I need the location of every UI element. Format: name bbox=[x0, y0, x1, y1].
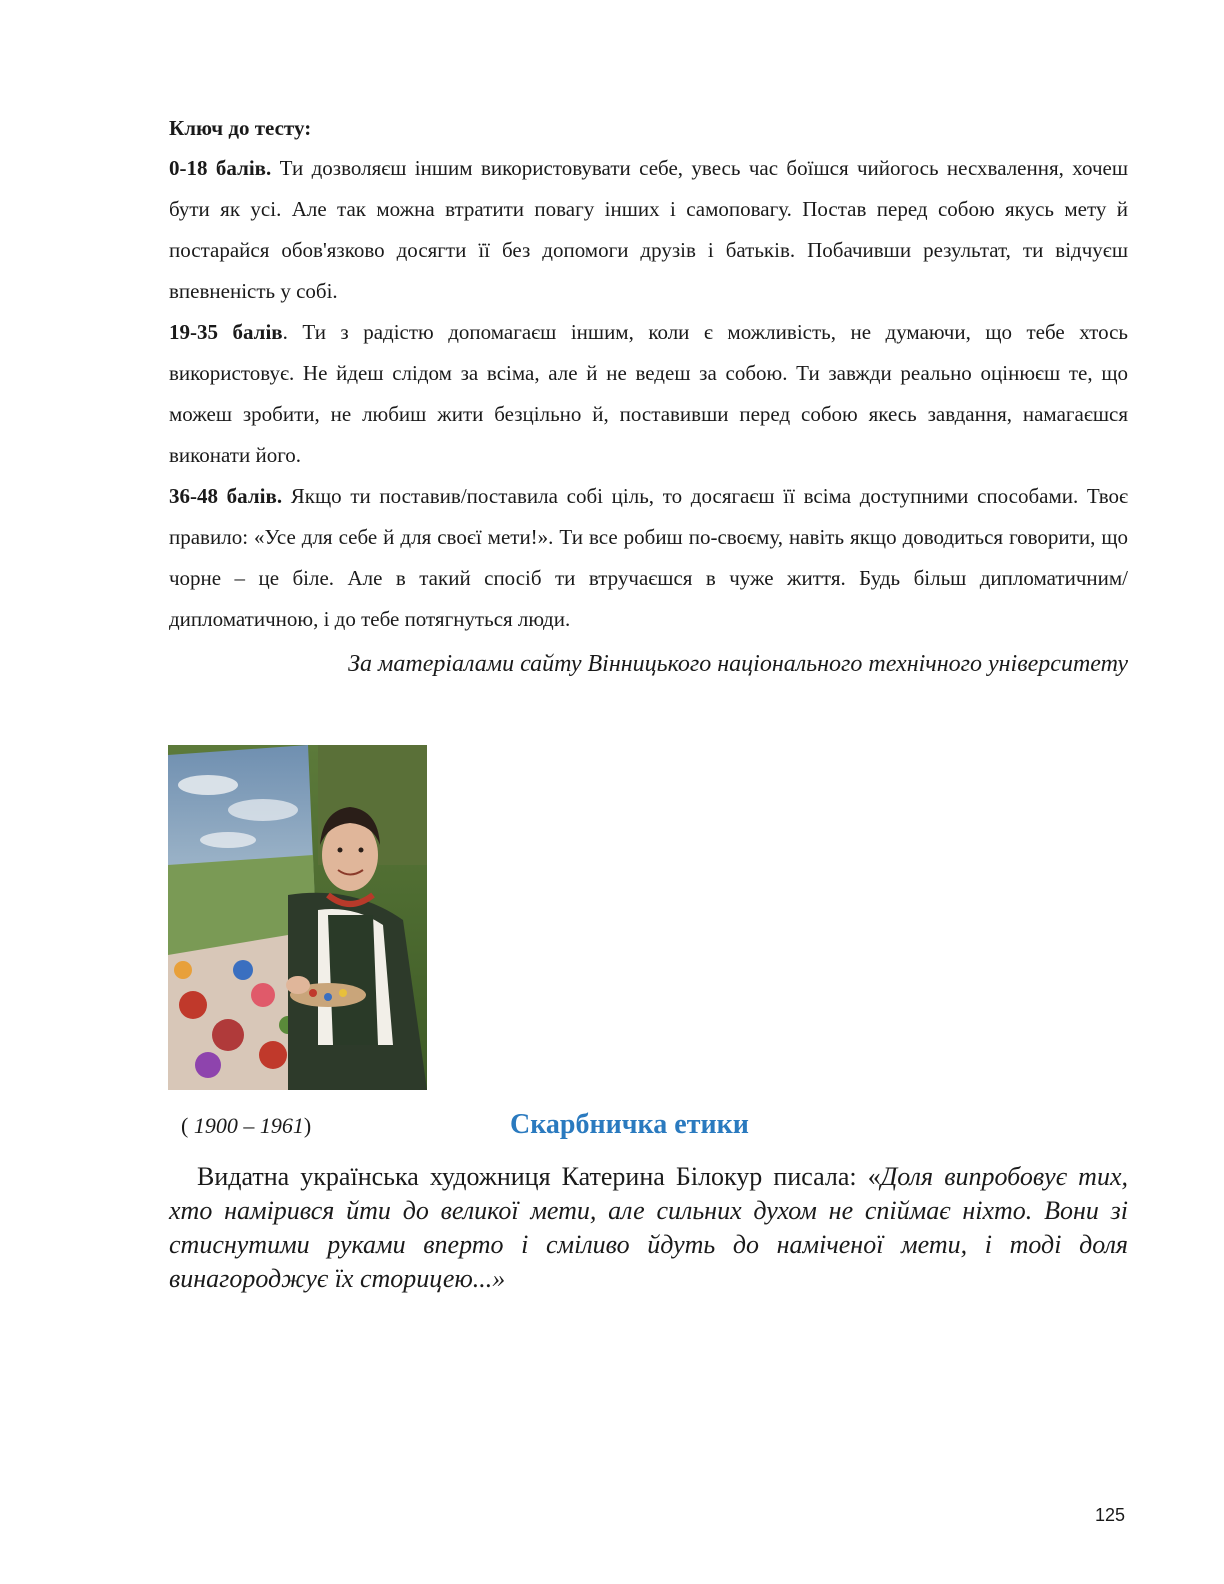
quote-text: Доля випробовує тих, хто намірився йти до великої мети, але сильних духом не спіймає ніхто. Вони зі стиснутими руками вперто і сміливо йдуть до наміченої мети, і тоді доля винагороджує їх сторицею...» bbox=[169, 1162, 1128, 1293]
key-range: 36-48 балів. bbox=[169, 484, 283, 508]
test-key-section bbox=[169, 112, 1128, 682]
years-open: ( bbox=[181, 1113, 194, 1138]
key-description: Ти дозволяєш іншим використовувати себе, увесь час боїшся чийогось несхвалення, хочеш бути як усі. Але так можна втратити повагу інших і самоповагу. Постав перед собою якусь мету й постарайся обов'язково досягти її без допомоги друзів і батьків. Побачивши результат, ти відчуєш впевненість у собі. bbox=[169, 156, 1128, 303]
quote-intro: Видатна українська художниця Катерина Білокур писала: « bbox=[197, 1162, 881, 1191]
key-description: . Ти з радістю допомагаєш іншим, коли є можливість, не думаючи, що тебе хтось використовує. Не йдеш слідом за всіма, але й не ведеш за собою. Ти завжди реально оцінюєш те, що можеш зробити, не любиш жити безцільно й, поставивши перед собою якесь завдання, намагаєшся виконати його. bbox=[169, 320, 1129, 467]
key-description: Якщо ти поставив/поставила собі ціль, то досягаєш її всіма доступними способами. Твоє правило: «Усе для себе й для своєї мети!». Ти все робиш по-своєму, навіть якщо доводиться говорити, що чорне – це біле. Але в такий спосіб ти втручаєшся в чуже життя. Будь більш дипломатичним/дипломатичною, і до тебе потягнуться люди. bbox=[169, 484, 1128, 631]
source-attribution: За матеріалами сайту Вінницького національного технічного університету bbox=[348, 651, 1128, 677]
section-title: Скарбничка етики bbox=[510, 1109, 749, 1140]
key-heading: Ключ до тесту: bbox=[169, 116, 312, 140]
key-range: 19-35 балів bbox=[169, 320, 283, 344]
key-item-36-48 bbox=[169, 476, 1128, 640]
key-item-19-35 bbox=[169, 312, 1128, 476]
page-number: 125 bbox=[1095, 1505, 1126, 1525]
portrait-photo bbox=[168, 745, 427, 1090]
key-item-0-18 bbox=[169, 148, 1128, 312]
years-close: ) bbox=[303, 1113, 312, 1138]
portrait-illustration bbox=[168, 745, 427, 1090]
portrait-years bbox=[181, 1110, 311, 1142]
key-range: 0-18 балів. bbox=[169, 156, 272, 180]
years-range: 1900 – 1961 bbox=[193, 1113, 304, 1138]
ethics-quote bbox=[169, 1160, 1128, 1296]
